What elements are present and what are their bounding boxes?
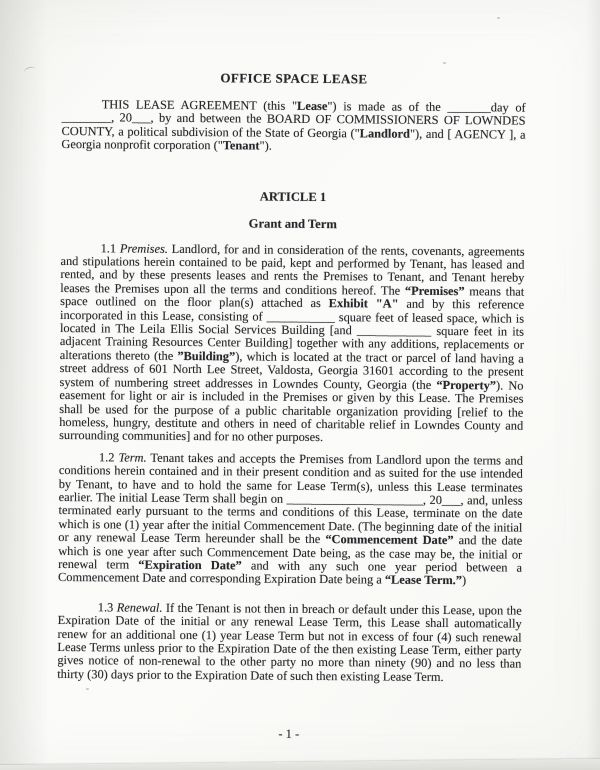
page-number: - 1 - xyxy=(278,726,300,742)
scan-scratch-mark xyxy=(23,65,37,76)
article-subheading: Grant and Term xyxy=(248,216,337,231)
section-1-1-premises: 1.1 Premises. Landlord, for and in consideration of the rents, covenants, agreements and stipulations herein contained to be paid, kept and performed by Tenant, has leased and rented, and by these presents leases and rents the Premises to Tenant, and Tenant hereby leases the Premises upon all the terms and conditions hereof. The “Premises” means that space outlined on the floor plan(s) attached as Exhibit "A" and by this reference incorporated in this Lease, consisting of ___________ square feet of leased space, which is located in The Leila Ellis Social Services Building [and ____________ square feet in its adjacent Training Resources Center Building] together with any additions, replacements or alterations thereto (the ”Building”), which is located at the tract or parcel of land having a street address of 601 North Lee Street, Valdosta, Georgia 31601 according to the present system of numbering street addresses in Lowndes County, Georgia (the “Property”). No easement for light or air is included in the Premises or given by this Lease. The Premises shall be used for the purpose of a public charitable organization providing [relief to the homeless, hungry, destitute and others in need of charitable relief in Lowndes County and surrounding communities] and for no other purposes. xyxy=(59,240,525,445)
scan-right-edge-shading xyxy=(586,0,600,770)
scan-speck xyxy=(443,62,446,64)
scan-bottom-edge xyxy=(0,759,600,770)
scan-speck xyxy=(497,17,500,19)
section-1-3-renewal: 1.3 Renewal. If the Tenant is not then in breach or default under this Lease, upon the Expiration Date of the initial or any renewal Lease Term, this Lease shall automatically renew for an additional one (1) year Lease Term but not in excess of four (4) such renewal Lease Terms unless prior to the Expiration Date of the then existing Lease Term, either party gives notice of non-renewal to the other party no more than ninety (90) and no less than thirty (30) days prior to the Expiration Date of such then existing Lease Term. xyxy=(57,600,522,684)
document-content xyxy=(57,70,526,744)
section-1-2-term: 1.2 Term. Tenant takes and accepts the Premises from Landlord upon the terms and conditions herein contained and in their present condition and as suited for the use intended by Tenant, to have and to hold the same for Lease Term(s), unless this Lease terminates earlier. The initial Lease Term shall begin on ______________________, 20___, and, unless terminated early pursuant to the terms and conditions of this Lease, terminate on the date which is one (1) year after the initial Commencement Date. (The beginning date of the initial or any renewal Lease Term hereunder shall be the “Commencement Date” and the date which is one year after such Commencement Date being, as the case may be, the initial or renewal term “Expiration Date” and with any such one year period between a Commencement Date and corresponding Expiration Date being a “Lease Term.”) xyxy=(57,450,524,588)
intro-paragraph: THIS LEASE AGREEMENT (this "Lease") is made as of the _______day of ________, 20___, by and between the BOARD OF COMMISSIONERS OF LOWNDES COUNTY, a political subdivision of the State of Georgia ("Landlord"), and [ AGENCY ], a Georgia nonprofit corporation ("Tenant"). xyxy=(61,97,526,153)
article-heading: ARTICLE 1 xyxy=(259,189,327,204)
document-title: OFFICE SPACE LEASE xyxy=(220,70,368,87)
scan-left-edge-shading xyxy=(0,0,48,770)
